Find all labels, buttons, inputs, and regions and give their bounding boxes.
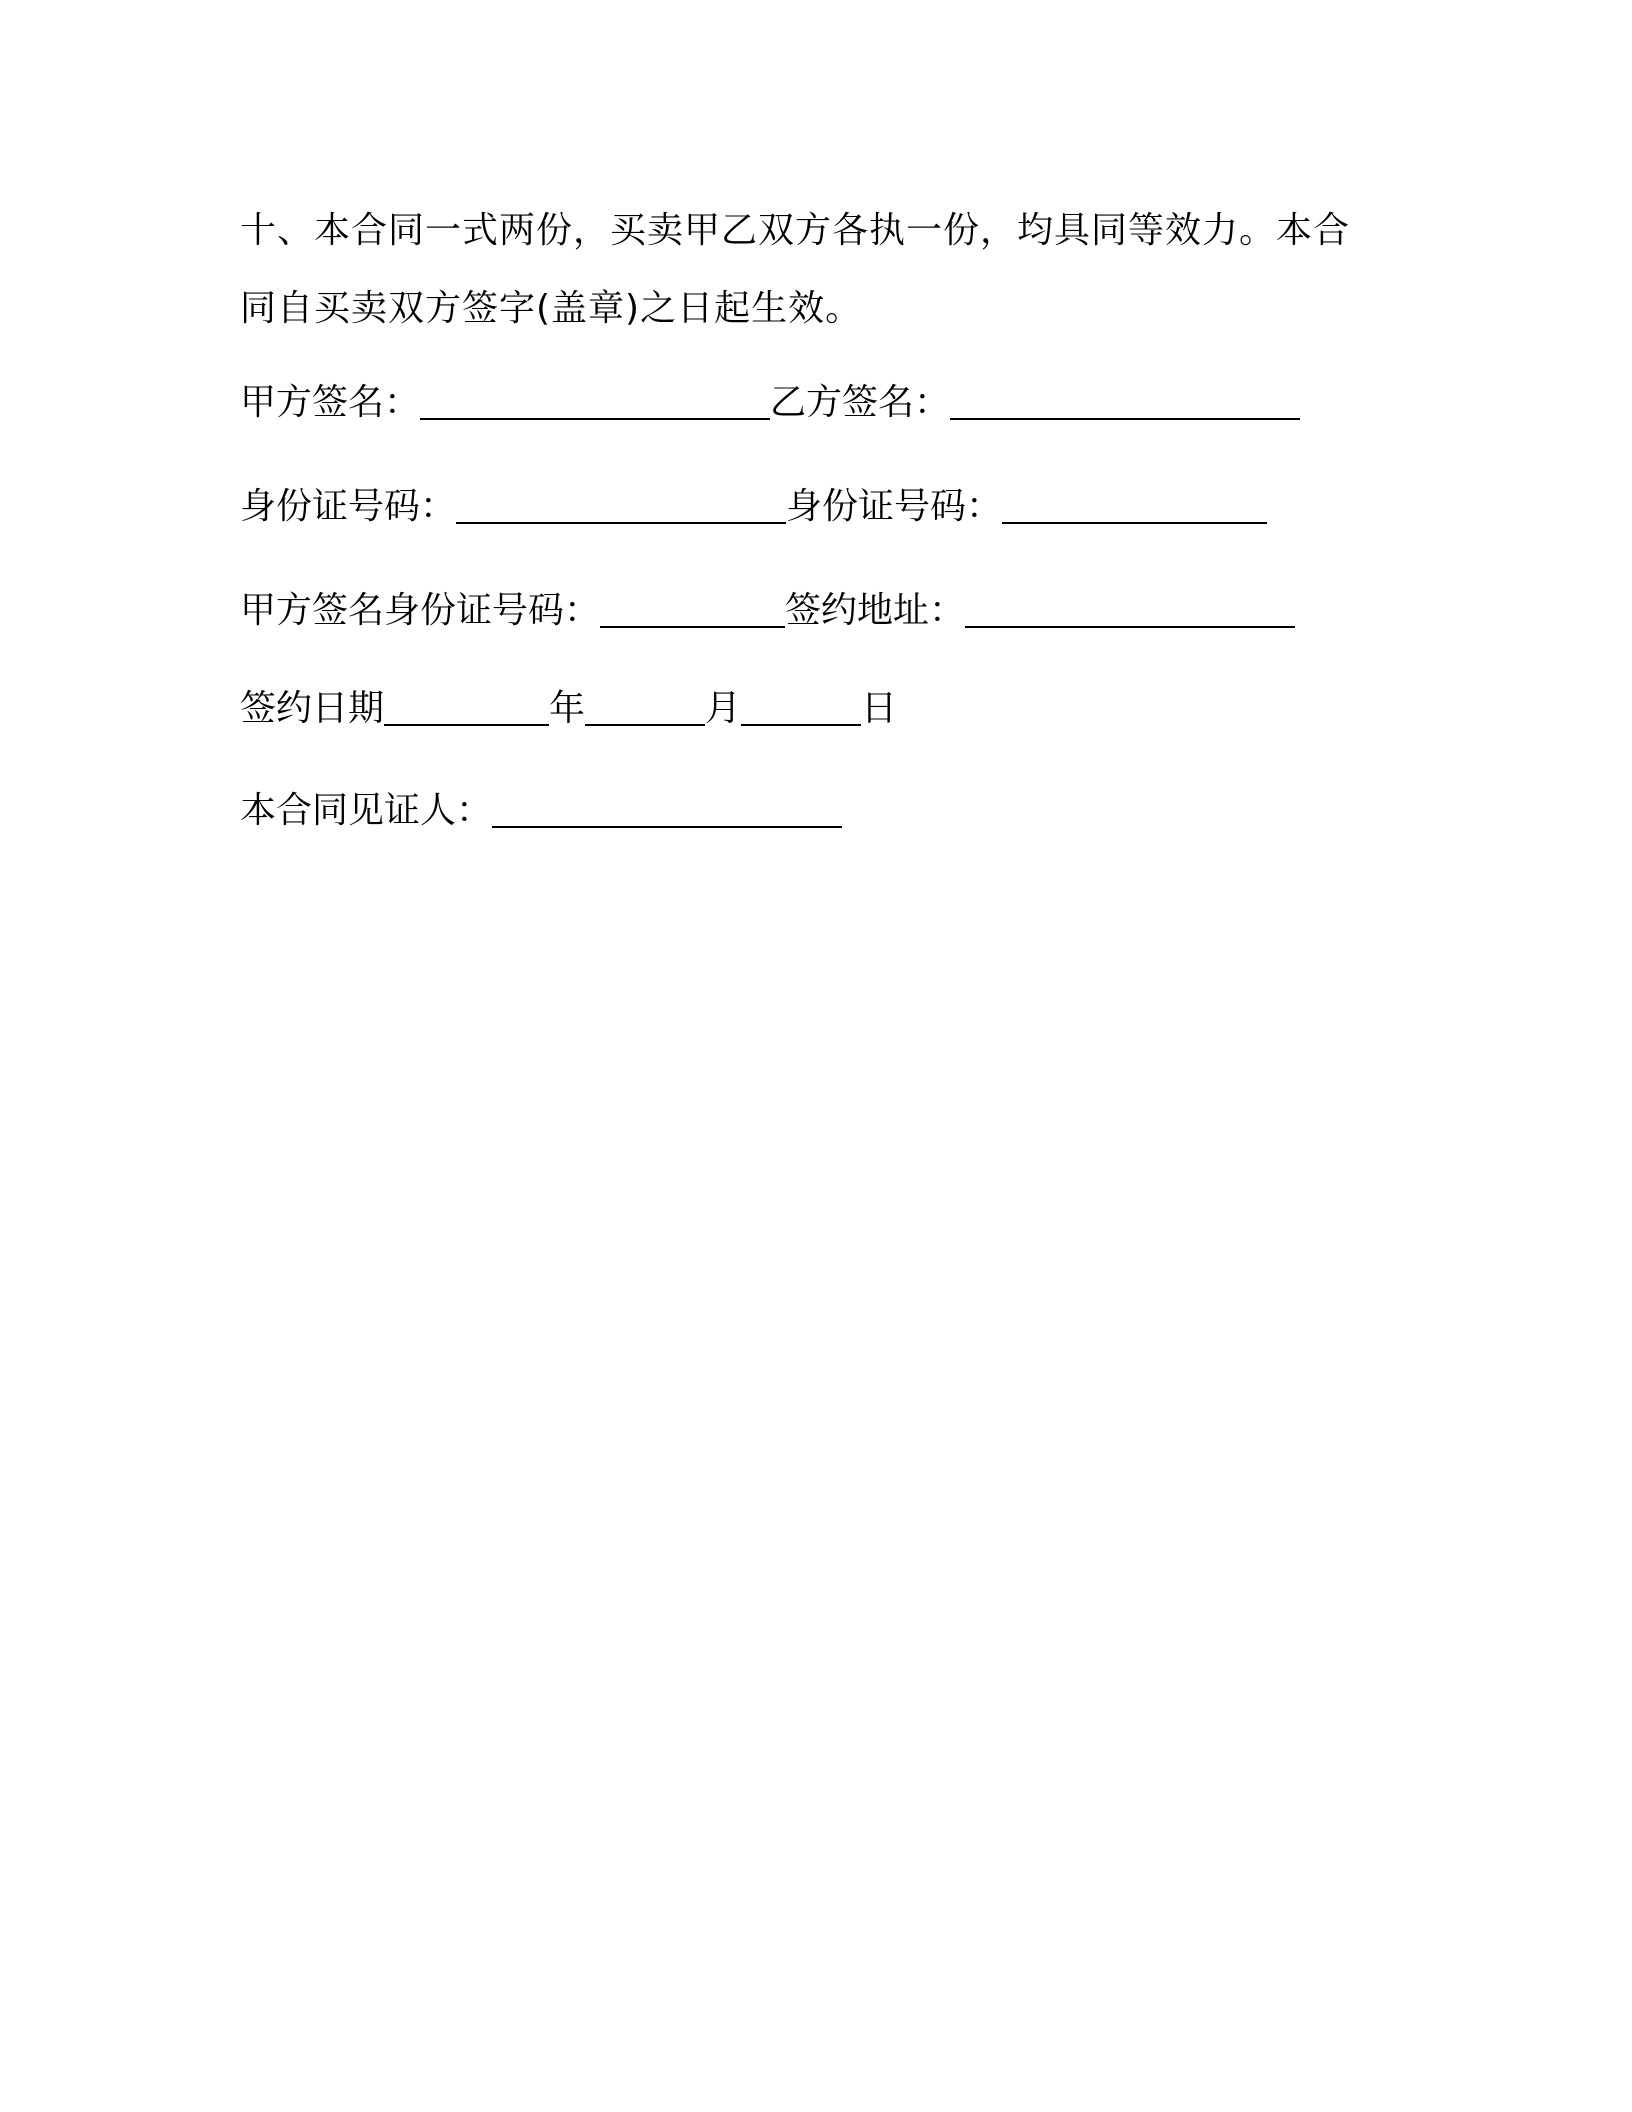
signing-date-label: 签约日期 xyxy=(240,688,385,729)
party-b-id-blank[interactable] xyxy=(1002,492,1267,524)
party-a-sign-id-blank[interactable] xyxy=(600,596,785,628)
signing-address-label: 签约地址： xyxy=(785,590,966,631)
month-blank[interactable] xyxy=(585,694,705,726)
signing-address-blank[interactable] xyxy=(965,596,1295,628)
month-label: 月 xyxy=(705,688,742,729)
day-blank[interactable] xyxy=(741,694,861,726)
witness-blank[interactable] xyxy=(492,796,842,828)
party-b-signature-blank[interactable] xyxy=(950,388,1300,420)
party-a-sign-id-label: 甲方签名身份证号码： xyxy=(240,590,601,631)
day-label: 日 xyxy=(861,688,898,729)
party-a-signature-label: 甲方签名： xyxy=(240,382,421,423)
party-a-id-label: 身份证号码： xyxy=(240,486,457,527)
clause-ten-line-1: 十、本合同一式两份，买卖甲乙双方各执一份，均具同等效力。本合 xyxy=(240,210,1351,251)
signing-date-row xyxy=(240,684,897,734)
year-label: 年 xyxy=(549,688,586,729)
clause-ten-line-2: 同自买卖双方签字(盖章)之日起生效。 xyxy=(240,288,863,329)
party-b-id-label: 身份证号码： xyxy=(786,486,1003,527)
contract-body xyxy=(240,192,1400,831)
id-number-row xyxy=(240,482,1267,532)
witness-row xyxy=(240,786,842,836)
witness-label: 本合同见证人： xyxy=(240,790,493,831)
signature-row xyxy=(240,378,1300,428)
party-a-id-blank[interactable] xyxy=(456,492,786,524)
party-b-signature-label: 乙方签名： xyxy=(770,382,951,423)
id-address-row xyxy=(240,586,1295,636)
year-blank[interactable] xyxy=(384,694,549,726)
party-a-signature-blank[interactable] xyxy=(420,388,770,420)
